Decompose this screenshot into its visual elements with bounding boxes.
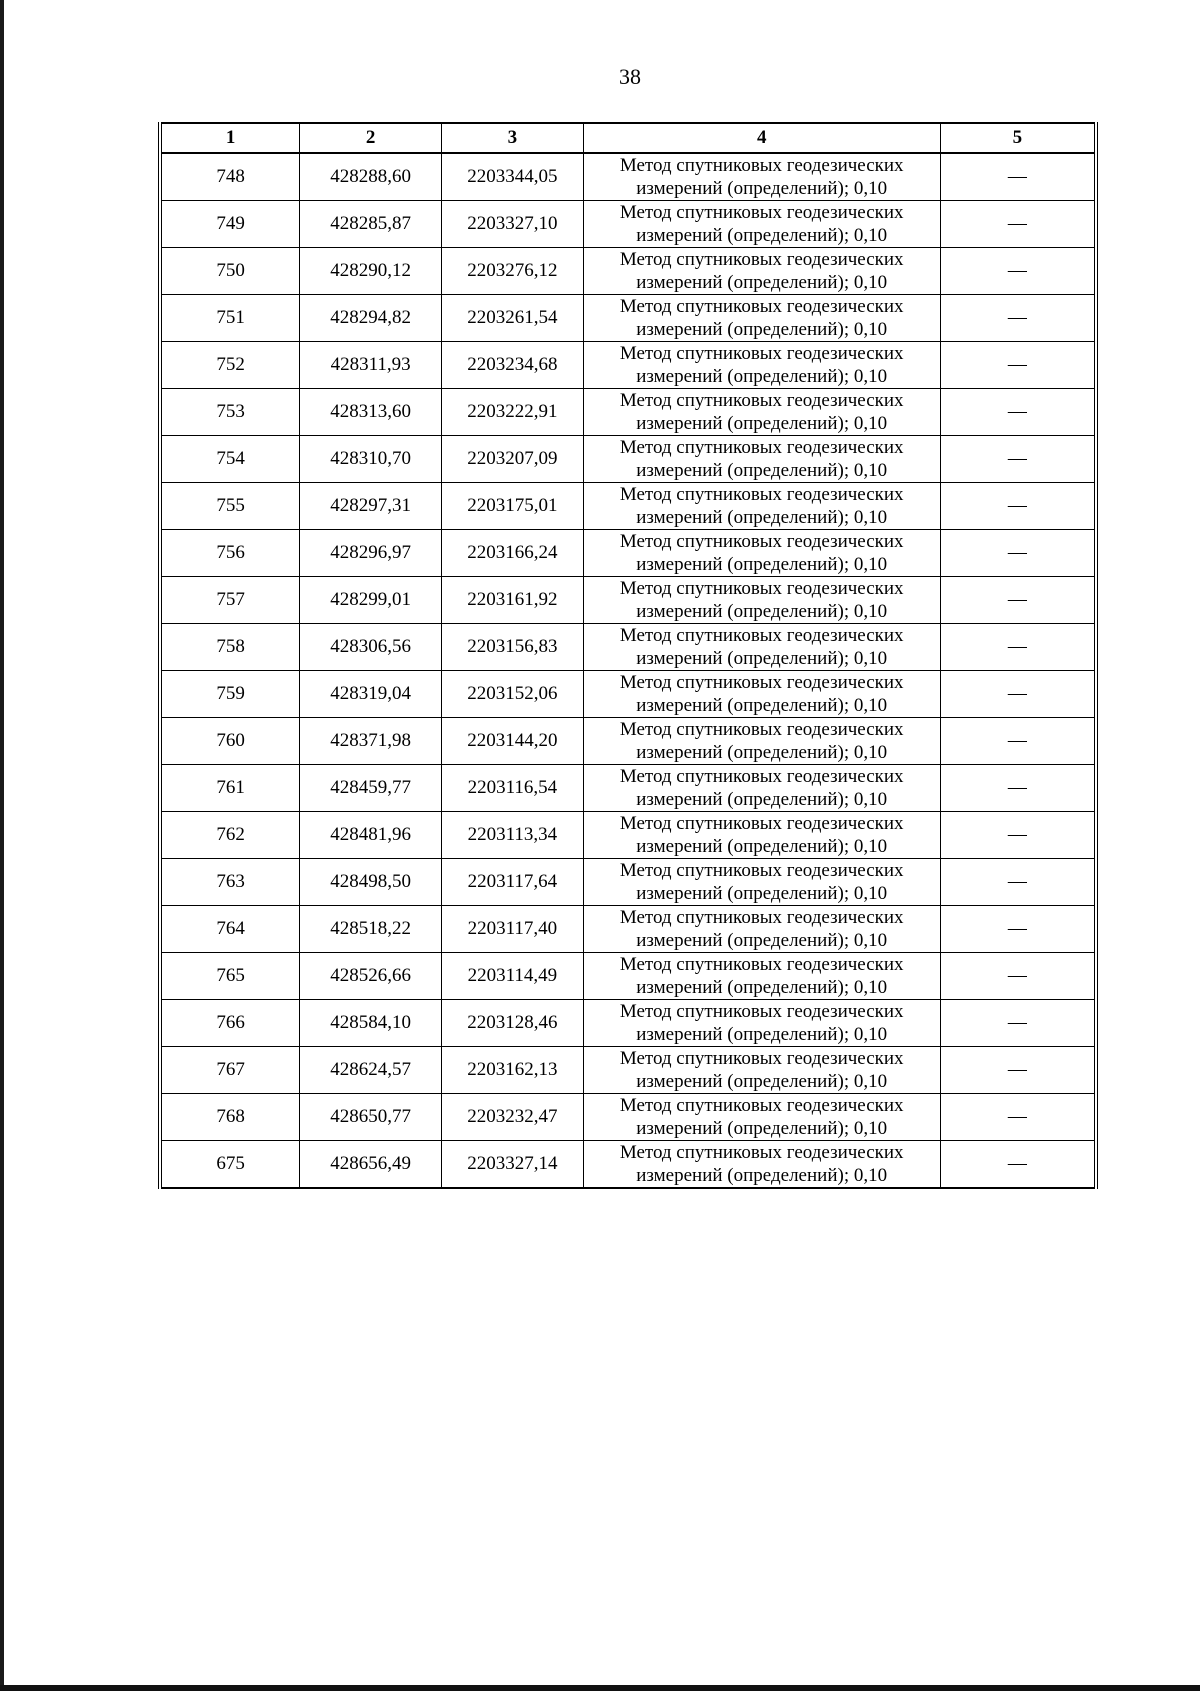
table-row [160, 530, 1096, 577]
method-cell [583, 201, 940, 248]
x-coordinate-cell: 428481,96 [300, 812, 442, 859]
method-line-1: Метод спутниковых геодезических [619, 625, 904, 646]
note-cell: — [940, 530, 1096, 577]
method-line-1: Метод спутниковых геодезических [619, 1001, 904, 1022]
table-row [160, 577, 1096, 624]
point-number-cell: 748 [160, 153, 300, 201]
y-coordinate-cell: 2203128,46 [441, 1000, 583, 1047]
table-row [160, 1094, 1096, 1141]
x-coordinate-cell: 428294,82 [300, 295, 442, 342]
method-line-2: измерений (определений); 0,10 [636, 225, 888, 246]
method-cell [583, 1094, 940, 1141]
table-body [160, 153, 1096, 1188]
point-number-cell: 675 [160, 1141, 300, 1189]
method-line-1: Метод спутниковых геодезических [619, 578, 904, 599]
method-line-2: измерений (определений); 0,10 [636, 789, 888, 810]
note-cell: — [940, 671, 1096, 718]
method-cell [583, 483, 940, 530]
x-coordinate-cell: 428288,60 [300, 153, 442, 201]
method-line-1: Метод спутниковых геодезических [619, 860, 904, 881]
x-coordinate-cell: 428584,10 [300, 1000, 442, 1047]
method-line-1: Метод спутниковых геодезических [619, 296, 904, 317]
table-row [160, 812, 1096, 859]
method-cell [583, 1141, 940, 1189]
note-cell: — [940, 389, 1096, 436]
point-number-cell: 759 [160, 671, 300, 718]
y-coordinate-cell: 2203114,49 [441, 953, 583, 1000]
point-number-cell: 758 [160, 624, 300, 671]
point-number-cell: 764 [160, 906, 300, 953]
point-number-cell: 760 [160, 718, 300, 765]
table-row [160, 342, 1096, 389]
y-coordinate-cell: 2203117,64 [441, 859, 583, 906]
method-line-2: измерений (определений); 0,10 [636, 460, 888, 481]
method-line-1: Метод спутниковых геодезических [619, 954, 904, 975]
y-coordinate-cell: 2203161,92 [441, 577, 583, 624]
method-cell [583, 1047, 940, 1094]
note-cell: — [940, 953, 1096, 1000]
method-line-2: измерений (определений); 0,10 [636, 507, 888, 528]
method-line-1: Метод спутниковых геодезических [619, 390, 904, 411]
note-cell: — [940, 295, 1096, 342]
method-cell [583, 248, 940, 295]
method-cell [583, 1000, 940, 1047]
method-line-2: измерений (определений); 0,10 [636, 554, 888, 575]
point-number-cell: 766 [160, 1000, 300, 1047]
table-row [160, 153, 1096, 201]
point-number-cell: 763 [160, 859, 300, 906]
table-row [160, 201, 1096, 248]
method-line-1: Метод спутниковых геодезических [619, 766, 904, 787]
method-line-2: измерений (определений); 0,10 [636, 366, 888, 387]
method-line-1: Метод спутниковых геодезических [619, 1142, 904, 1163]
method-line-2: измерений (определений); 0,10 [636, 272, 888, 293]
x-coordinate-cell: 428299,01 [300, 577, 442, 624]
header-col-5: 5 [940, 123, 1096, 153]
y-coordinate-cell: 2203152,06 [441, 671, 583, 718]
x-coordinate-cell: 428311,93 [300, 342, 442, 389]
table-row [160, 483, 1096, 530]
method-line-2: измерений (определений); 0,10 [636, 1118, 888, 1139]
method-line-2: измерений (определений); 0,10 [636, 1071, 888, 1092]
method-line-1: Метод спутниковых геодезических [619, 531, 904, 552]
x-coordinate-cell: 428290,12 [300, 248, 442, 295]
point-number-cell: 749 [160, 201, 300, 248]
method-line-1: Метод спутниковых геодезических [619, 343, 904, 364]
y-coordinate-cell: 2203232,47 [441, 1094, 583, 1141]
coordinates-table [158, 122, 1098, 1189]
y-coordinate-cell: 2203156,83 [441, 624, 583, 671]
note-cell: — [940, 812, 1096, 859]
method-line-1: Метод спутниковых геодезических [619, 1095, 904, 1116]
method-cell [583, 906, 940, 953]
method-line-1: Метод спутниковых геодезических [619, 1048, 904, 1069]
method-line-2: измерений (определений); 0,10 [636, 930, 888, 951]
scan-edge-left [0, 0, 4, 1691]
table-row [160, 906, 1096, 953]
note-cell: — [940, 201, 1096, 248]
y-coordinate-cell: 2203166,24 [441, 530, 583, 577]
method-line-1: Метод спутниковых геодезических [619, 719, 904, 740]
x-coordinate-cell: 428498,50 [300, 859, 442, 906]
table-row [160, 436, 1096, 483]
point-number-cell: 761 [160, 765, 300, 812]
method-line-1: Метод спутниковых геодезических [619, 907, 904, 928]
note-cell: — [940, 1094, 1096, 1141]
note-cell: — [940, 718, 1096, 765]
y-coordinate-cell: 2203261,54 [441, 295, 583, 342]
header-col-1: 1 [160, 123, 300, 153]
method-line-1: Метод спутниковых геодезических [619, 155, 904, 176]
method-line-2: измерений (определений); 0,10 [636, 648, 888, 669]
note-cell: — [940, 577, 1096, 624]
note-cell: — [940, 1047, 1096, 1094]
x-coordinate-cell: 428650,77 [300, 1094, 442, 1141]
y-coordinate-cell: 2203175,01 [441, 483, 583, 530]
x-coordinate-cell: 428459,77 [300, 765, 442, 812]
point-number-cell: 768 [160, 1094, 300, 1141]
method-cell [583, 718, 940, 765]
x-coordinate-cell: 428518,22 [300, 906, 442, 953]
x-coordinate-cell: 428526,66 [300, 953, 442, 1000]
point-number-cell: 755 [160, 483, 300, 530]
y-coordinate-cell: 2203162,13 [441, 1047, 583, 1094]
method-line-1: Метод спутниковых геодезических [619, 672, 904, 693]
page-number: 38 [619, 64, 641, 89]
method-cell [583, 342, 940, 389]
x-coordinate-cell: 428296,97 [300, 530, 442, 577]
note-cell: — [940, 1000, 1096, 1047]
x-coordinate-cell: 428285,87 [300, 201, 442, 248]
y-coordinate-cell: 2203116,54 [441, 765, 583, 812]
note-cell: — [940, 859, 1096, 906]
method-cell [583, 577, 940, 624]
method-line-1: Метод спутниковых геодезических [619, 437, 904, 458]
y-coordinate-cell: 2203113,34 [441, 812, 583, 859]
method-cell [583, 671, 940, 718]
note-cell: — [940, 906, 1096, 953]
method-cell [583, 859, 940, 906]
scan-edge-bottom [0, 1685, 1200, 1691]
note-cell: — [940, 765, 1096, 812]
point-number-cell: 757 [160, 577, 300, 624]
method-line-2: измерений (определений); 0,10 [636, 742, 888, 763]
method-line-2: измерений (определений); 0,10 [636, 977, 888, 998]
method-line-1: Метод спутниковых геодезических [619, 202, 904, 223]
x-coordinate-cell: 428319,04 [300, 671, 442, 718]
x-coordinate-cell: 428297,31 [300, 483, 442, 530]
y-coordinate-cell: 2203344,05 [441, 153, 583, 201]
point-number-cell: 750 [160, 248, 300, 295]
method-line-1: Метод спутниковых геодезических [619, 813, 904, 834]
x-coordinate-cell: 428624,57 [300, 1047, 442, 1094]
header-col-2: 2 [300, 123, 442, 153]
method-line-2: измерений (определений); 0,10 [636, 883, 888, 904]
table-row [160, 389, 1096, 436]
y-coordinate-cell: 2203327,10 [441, 201, 583, 248]
method-line-1: Метод спутниковых геодезических [619, 484, 904, 505]
y-coordinate-cell: 2203144,20 [441, 718, 583, 765]
point-number-cell: 765 [160, 953, 300, 1000]
point-number-cell: 753 [160, 389, 300, 436]
x-coordinate-cell: 428371,98 [300, 718, 442, 765]
method-line-2: измерений (определений); 0,10 [636, 178, 888, 199]
table-row [160, 718, 1096, 765]
point-number-cell: 767 [160, 1047, 300, 1094]
header-col-3: 3 [441, 123, 583, 153]
method-line-1: Метод спутниковых геодезических [619, 249, 904, 270]
table-row [160, 671, 1096, 718]
point-number-cell: 752 [160, 342, 300, 389]
point-number-cell: 754 [160, 436, 300, 483]
table-row [160, 1141, 1096, 1189]
y-coordinate-cell: 2203234,68 [441, 342, 583, 389]
note-cell: — [940, 624, 1096, 671]
header-col-4: 4 [583, 123, 940, 153]
table-row [160, 953, 1096, 1000]
point-number-cell: 751 [160, 295, 300, 342]
method-cell [583, 953, 940, 1000]
point-number-cell: 756 [160, 530, 300, 577]
method-line-2: измерений (определений); 0,10 [636, 1024, 888, 1045]
y-coordinate-cell: 2203207,09 [441, 436, 583, 483]
header-row [160, 123, 1096, 153]
x-coordinate-cell: 428656,49 [300, 1141, 442, 1189]
table-row [160, 248, 1096, 295]
point-number-cell: 762 [160, 812, 300, 859]
method-cell [583, 389, 940, 436]
table-row [160, 859, 1096, 906]
method-cell [583, 530, 940, 577]
method-line-2: измерений (определений); 0,10 [636, 413, 888, 434]
note-cell: — [940, 1141, 1096, 1189]
y-coordinate-cell: 2203117,40 [441, 906, 583, 953]
y-coordinate-cell: 2203327,14 [441, 1141, 583, 1189]
table-row [160, 1047, 1096, 1094]
method-cell [583, 295, 940, 342]
method-cell [583, 624, 940, 671]
note-cell: — [940, 483, 1096, 530]
method-cell [583, 153, 940, 201]
table-header [160, 123, 1096, 153]
method-line-2: измерений (определений); 0,10 [636, 601, 888, 622]
note-cell: — [940, 436, 1096, 483]
method-line-2: измерений (определений); 0,10 [636, 1165, 888, 1186]
method-line-2: измерений (определений); 0,10 [636, 319, 888, 340]
method-line-2: измерений (определений); 0,10 [636, 695, 888, 716]
method-line-2: измерений (определений); 0,10 [636, 836, 888, 857]
method-cell [583, 765, 940, 812]
table-row [160, 765, 1096, 812]
note-cell: — [940, 153, 1096, 201]
note-cell: — [940, 248, 1096, 295]
y-coordinate-cell: 2203276,12 [441, 248, 583, 295]
note-cell: — [940, 342, 1096, 389]
x-coordinate-cell: 428310,70 [300, 436, 442, 483]
method-cell [583, 812, 940, 859]
y-coordinate-cell: 2203222,91 [441, 389, 583, 436]
table-row [160, 1000, 1096, 1047]
x-coordinate-cell: 428313,60 [300, 389, 442, 436]
table-row [160, 624, 1096, 671]
x-coordinate-cell: 428306,56 [300, 624, 442, 671]
table-row [160, 295, 1096, 342]
method-cell [583, 436, 940, 483]
